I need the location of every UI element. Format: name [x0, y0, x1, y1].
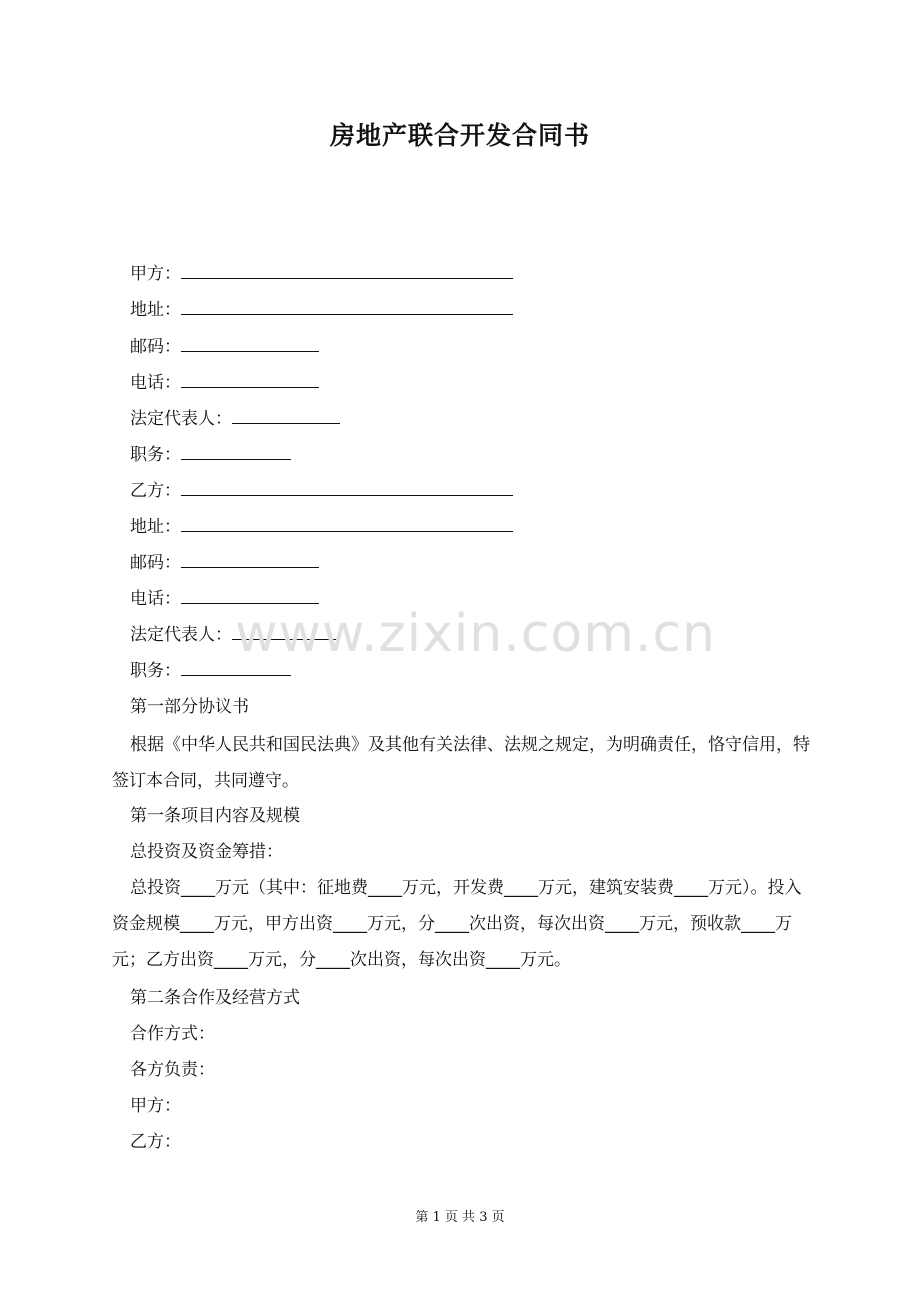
party-a-name-blank: [181, 264, 513, 279]
party-b-address-row: [130, 517, 513, 537]
document-title: 房地产联合开发合同书: [329, 121, 590, 150]
investment-paragraph: [112, 870, 812, 978]
part1-heading: 第一部分协议书: [130, 697, 249, 717]
party-a-duty-label: 甲方：: [130, 1096, 181, 1116]
party-a-legal-rep-row: [130, 409, 340, 429]
party-a-address-blank: [181, 300, 513, 315]
cooperation-label: 合作方式：: [130, 1024, 215, 1044]
party-b-duty-label: 乙方：: [130, 1132, 181, 1152]
party-a-phone-label: 电话：: [130, 373, 181, 393]
party-b-postcode-row: [130, 553, 319, 573]
party-a-legal-rep-label: 法定代表人：: [130, 409, 232, 429]
party-b-postcode-blank: [181, 553, 319, 568]
party-b-position-label: 职务：: [130, 661, 181, 681]
party-b-postcode-label: 邮码：: [130, 553, 181, 573]
party-b-phone-blank: [181, 589, 319, 604]
investment-heading: 总投资及资金筹措：: [130, 842, 283, 862]
investment-text: 总投资____万元（其中：征地费____万元，开发费____万元，建筑安装费____万元）。投入资金规模____万元，甲方出资____万元，分____次出资，每次出资____万元，预收款____万元；乙方出资____万元，分____次出资，每次出资____万元。: [112, 878, 802, 970]
article2-heading: 第二条合作及经营方式: [130, 988, 300, 1008]
responsibility-label: 各方负责：: [130, 1060, 215, 1080]
party-a-postcode-blank: [181, 337, 319, 352]
article1-heading: 第一条项目内容及规模: [130, 806, 300, 826]
party-a-name-label: 甲方：: [130, 264, 181, 284]
party-a-position-row: [130, 445, 291, 465]
party-a-position-label: 职务：: [130, 445, 181, 465]
party-a-position-blank: [181, 445, 291, 460]
watermark: www.zixin.com.cn: [235, 604, 716, 664]
party-a-postcode-row: [130, 337, 319, 357]
preamble-text: 根据《中华人民共和国民法典》及其他有关法律、法规之规定，为明确责任，恪守信用，特签订本合同，共同遵守。: [112, 735, 810, 791]
party-b-name-row: [130, 481, 513, 501]
preamble-paragraph: [112, 727, 812, 799]
page-footer: 第 1 页 共 3 页: [415, 1210, 505, 1225]
party-b-name-blank: [181, 481, 513, 496]
party-a-phone-row: [130, 373, 319, 393]
party-b-position-row: [130, 661, 291, 681]
party-a-address-row: [130, 300, 513, 320]
party-b-legal-rep-label: 法定代表人：: [130, 625, 232, 645]
party-b-name-label: 乙方：: [130, 481, 181, 501]
party-b-phone-label: 电话：: [130, 589, 181, 609]
party-b-address-blank: [181, 517, 513, 532]
party-a-name-row: [130, 264, 513, 284]
party-b-address-label: 地址：: [130, 517, 181, 537]
party-a-phone-blank: [181, 373, 319, 388]
party-a-postcode-label: 邮码：: [130, 337, 181, 357]
party-a-address-label: 地址：: [130, 300, 181, 320]
party-a-legal-rep-blank: [232, 409, 340, 424]
